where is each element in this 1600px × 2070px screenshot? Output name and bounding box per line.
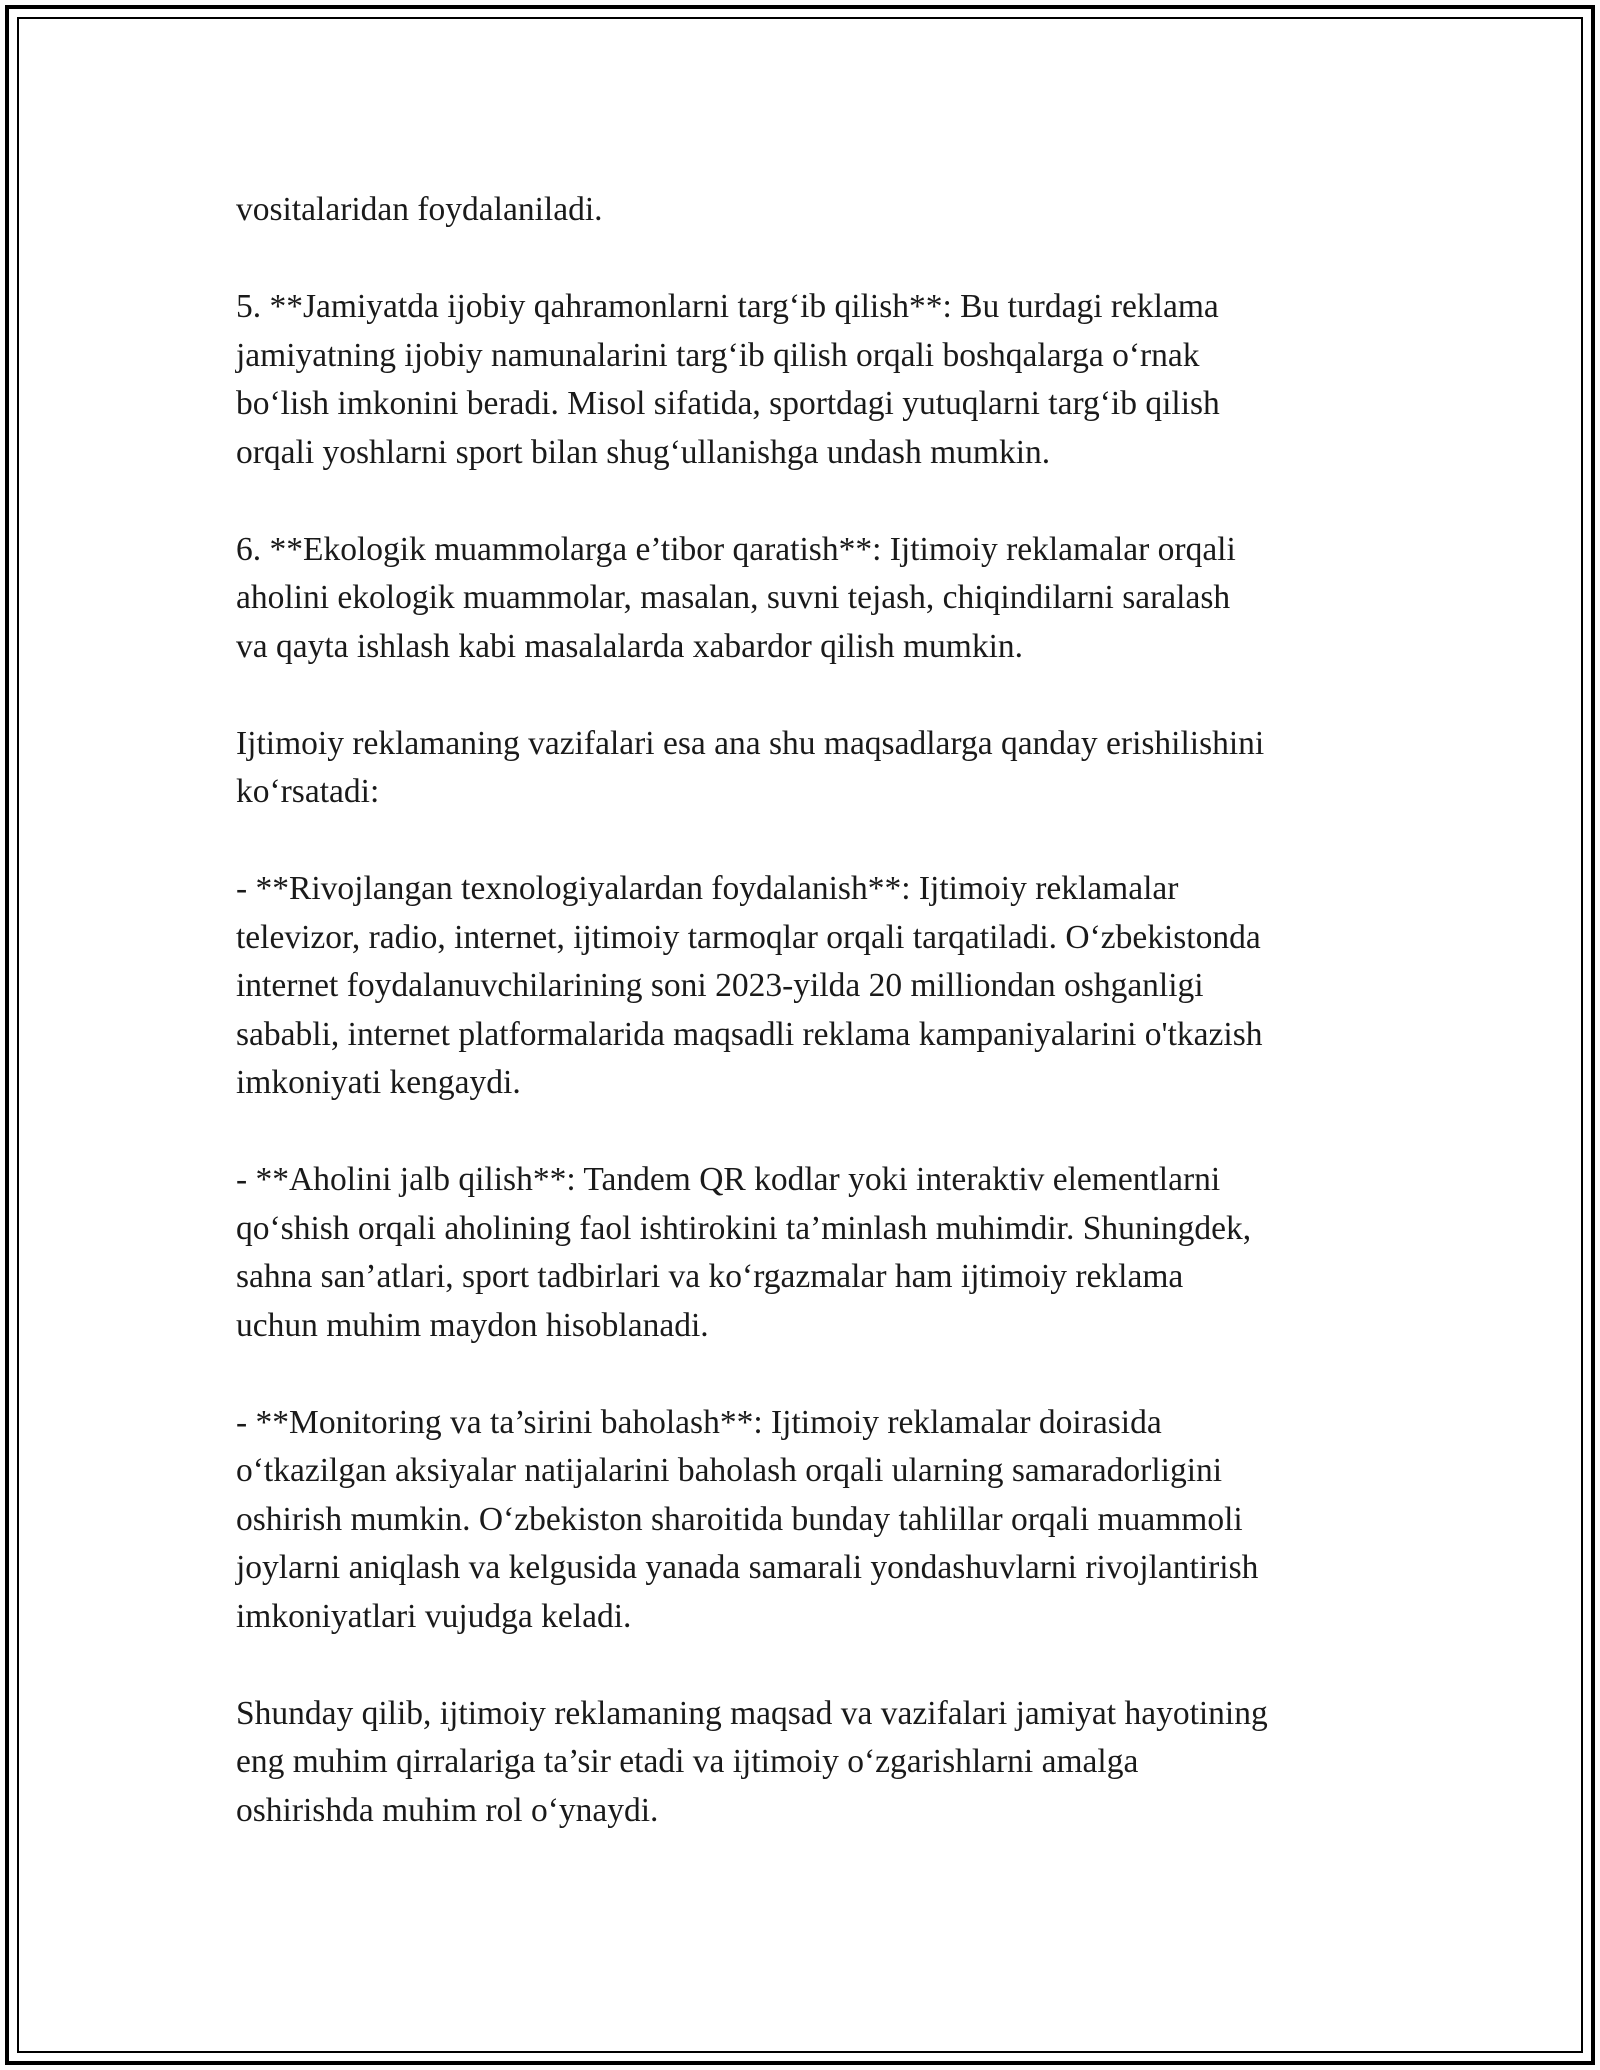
text-line: orqali yoshlarni sport bilan shug‘ullanishga undash mumkin. bbox=[236, 433, 1051, 471]
text-line: televizor, radio, internet, ijtimoiy tarmoqlar orqali tarqatiladi. O‘zbekistonda bbox=[236, 918, 1261, 956]
text-line: qo‘shish orqali aholining faol ishtirokini ta’minlash muhimdir. Shuningdek, bbox=[236, 1209, 1252, 1247]
text-line: aholini ekologik muammolar, masalan, suvni tejash, chiqindilarni saralash bbox=[236, 579, 1231, 616]
text-line: o‘tkazilgan aksiyalar natijalarini baholash orqali ularning samaradorligini bbox=[236, 1452, 1223, 1489]
text-line: imkoniyati kengaydi. bbox=[236, 1064, 521, 1101]
text-line: imkoniyatlari vujudga keladi. bbox=[236, 1597, 632, 1635]
paragraph-item-6 bbox=[236, 526, 1386, 672]
text-line: 5. **Jamiyatda ijobiy qahramonlarni targ‘ib qilish**: Bu turdagi reklama bbox=[236, 288, 1219, 325]
text-line: internet foydalanuvchilarining soni 2023-yilda 20 milliondan oshganligi bbox=[236, 967, 1204, 1004]
paragraph-continuation bbox=[236, 186, 1386, 235]
paragraph-conclusion bbox=[236, 1690, 1386, 1836]
document-body bbox=[236, 186, 1386, 1884]
paragraph-technology bbox=[236, 865, 1386, 1108]
text-line: va qayta ishlash kabi masalalarda xabardor qilish mumkin. bbox=[236, 627, 1024, 665]
text-line: joylarni aniqlash va kelgusida yanada samarali yondashuvlarni rivojlantirish bbox=[236, 1549, 1259, 1586]
text-line: Ijtimoiy reklamaning vazifalari esa ana shu maqsadlarga qanday erishilishini bbox=[236, 724, 1265, 762]
paragraph-item-5 bbox=[236, 283, 1386, 477]
text-line: sahna san’atlari, sport tadbirlari va ko‘rgazmalar ham ijtimoiy reklama bbox=[236, 1258, 1184, 1295]
text-line: jamiyatning ijobiy namunalarini targ‘ib qilish orqali boshqalarga o‘rnak bbox=[236, 336, 1200, 374]
text-line: Shunday qilib, ijtimoiy reklamaning maqsad va vazifalari jamiyat hayotining bbox=[236, 1694, 1268, 1732]
text-line: oshirishda muhim rol o‘ynaydi. bbox=[236, 1791, 659, 1829]
paragraph-tasks-intro bbox=[236, 720, 1386, 817]
text-line: oshirish mumkin. O‘zbekiston sharoitida bunday tahlillar orqali muammoli bbox=[236, 1500, 1243, 1538]
text-line: - **Rivojlangan texnologiyalardan foydalanish**: Ijtimoiy reklamalar bbox=[236, 870, 1179, 907]
text-line: sababli, internet platformalarida maqsadli reklama kampaniyalarini o'tkazish bbox=[236, 1015, 1263, 1053]
paragraph-engagement bbox=[236, 1156, 1386, 1350]
text-line: - **Monitoring va ta’sirini baholash**: Ijtimoiy reklamalar doirasida bbox=[236, 1403, 1162, 1441]
text-line: ko‘rsatadi: bbox=[236, 773, 380, 810]
text-line: - **Aholini jalb qilish**: Tandem QR kodlar yoki interaktiv elementlarni bbox=[236, 1161, 1221, 1198]
text-line: uchun muhim maydon hisoblanadi. bbox=[236, 1306, 709, 1344]
text-line: vositalaridan foydalaniladi. bbox=[236, 191, 603, 228]
paragraph-monitoring bbox=[236, 1399, 1386, 1642]
text-line: eng muhim qirralariga ta’sir etadi va ijtimoiy o‘zgarishlarni amalga bbox=[236, 1743, 1139, 1780]
text-line: 6. **Ekologik muammolarga e’tibor qaratish**: Ijtimoiy reklamalar orqali bbox=[236, 530, 1236, 568]
text-line: bo‘lish imkonini beradi. Misol sifatida, sportdagi yutuqlarni targ‘ib qilish bbox=[236, 385, 1220, 422]
